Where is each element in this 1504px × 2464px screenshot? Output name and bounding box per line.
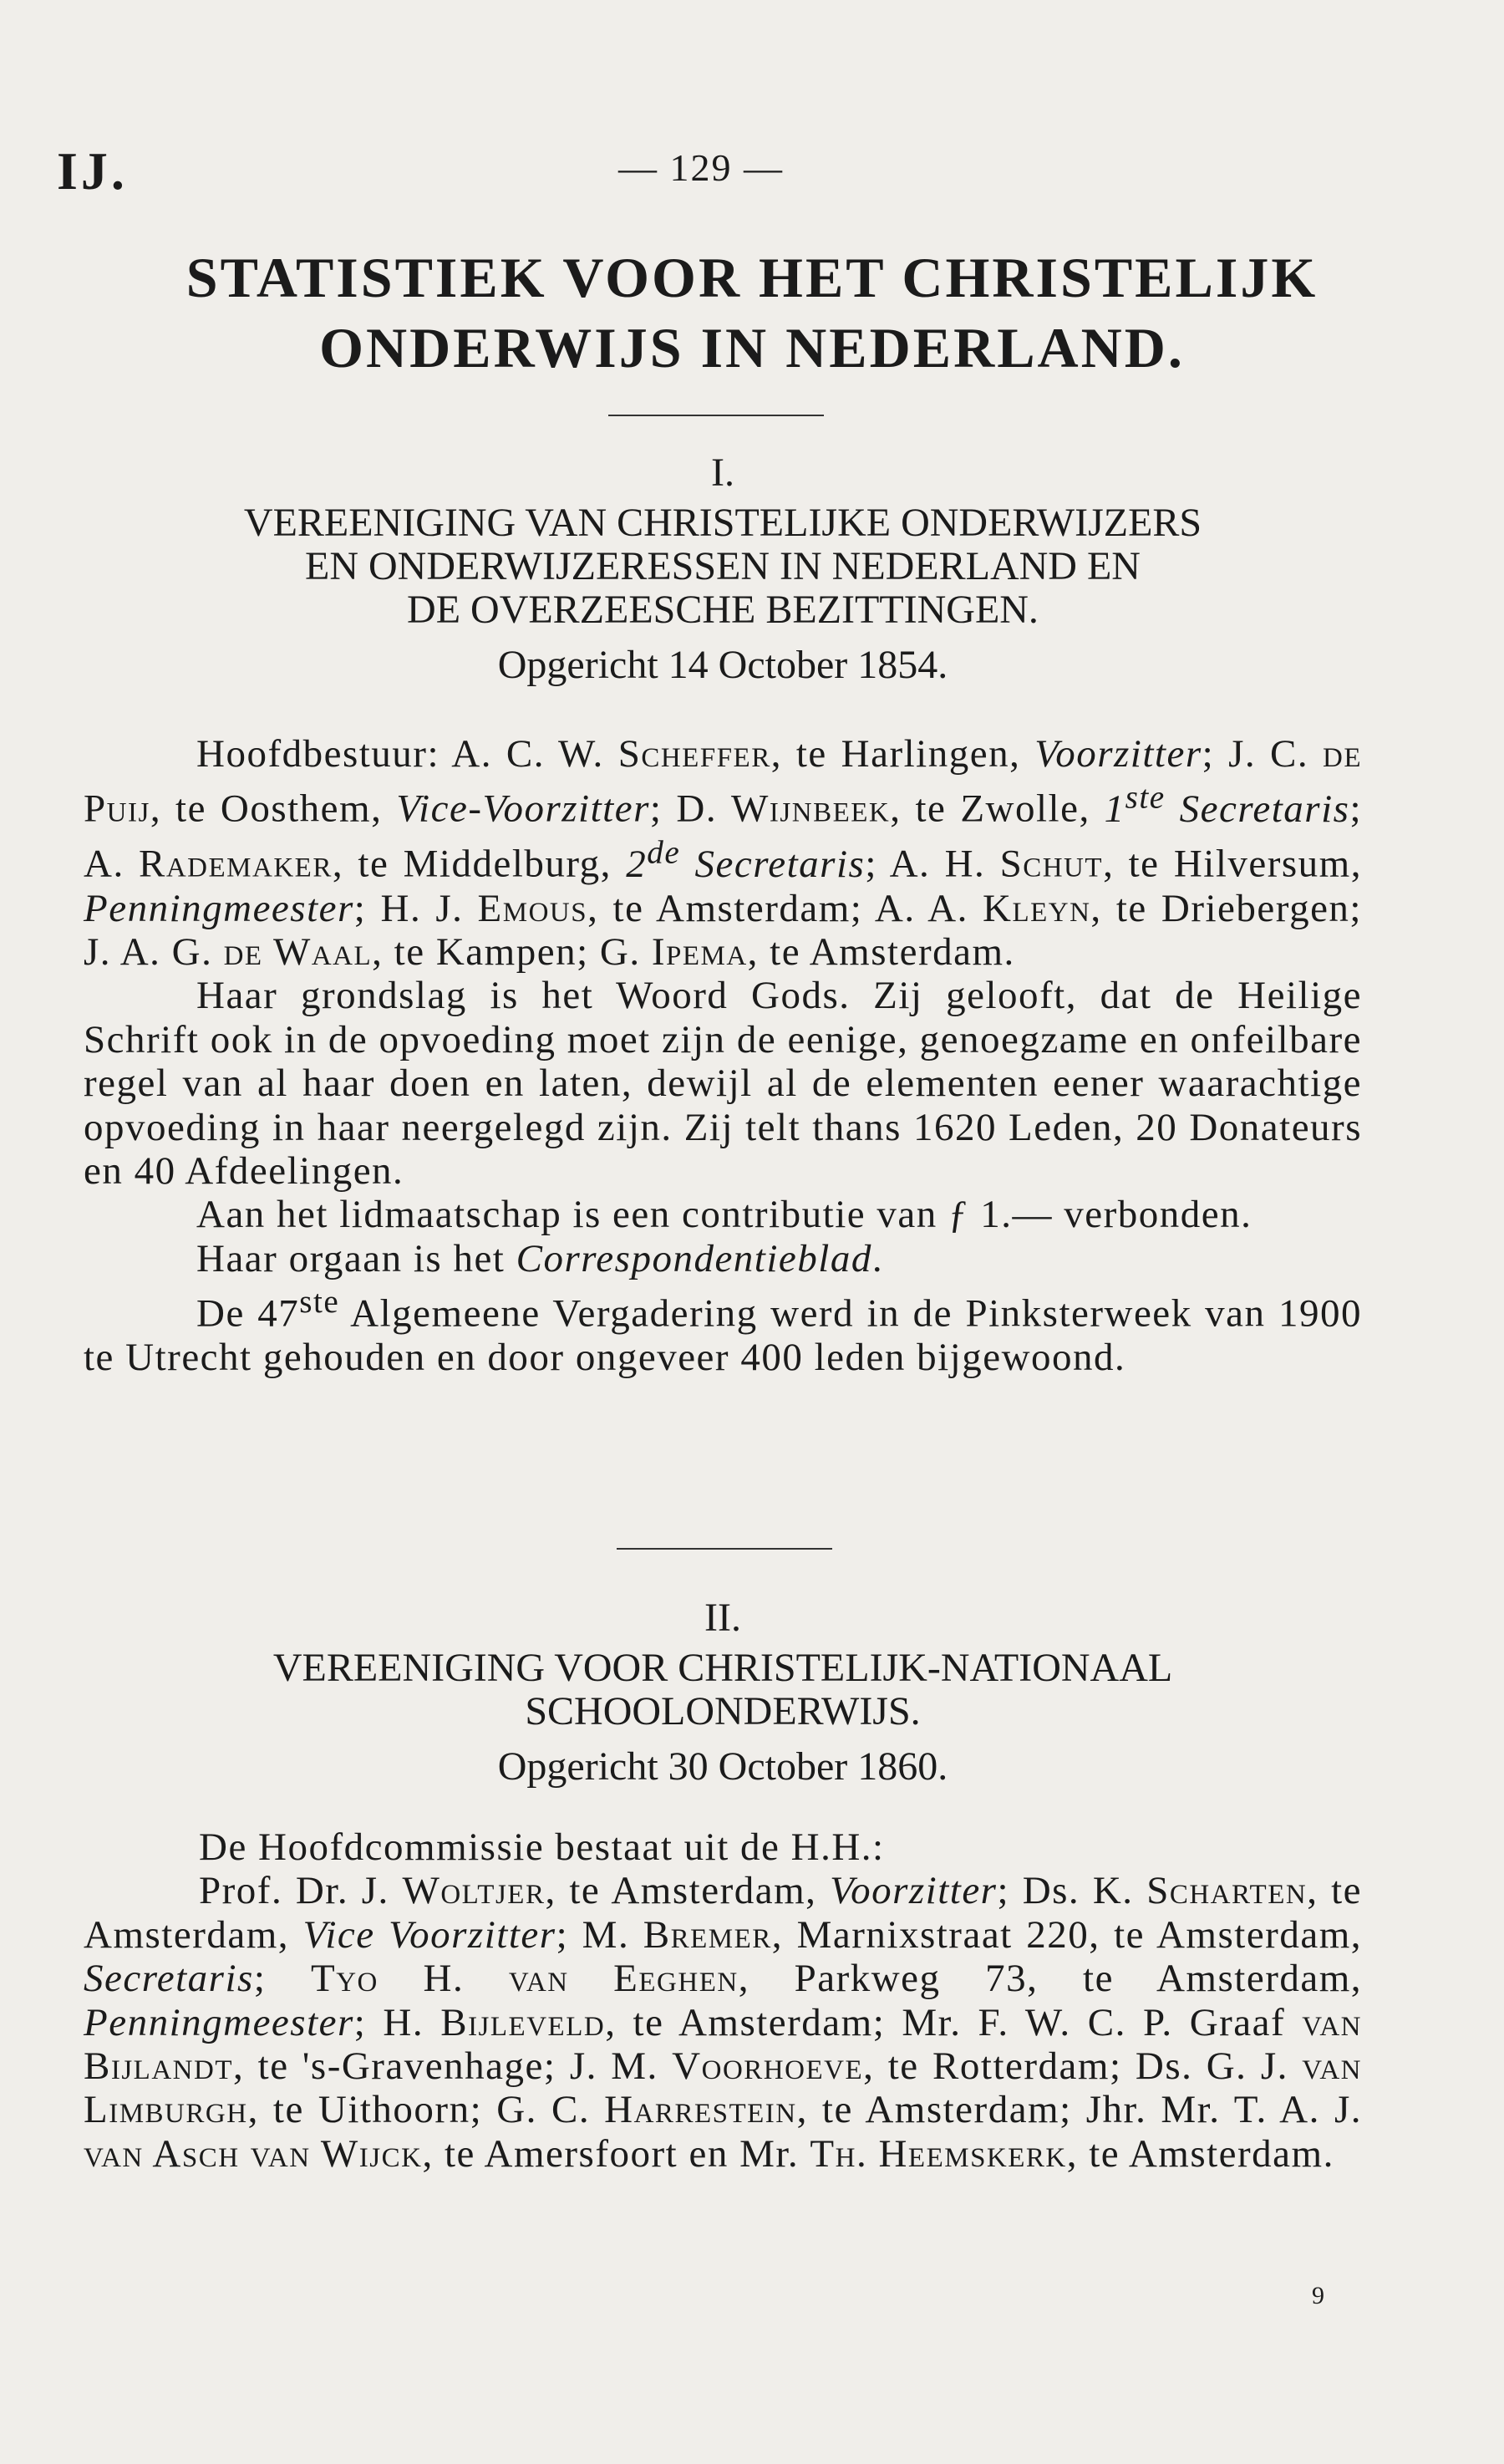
person-name: Tyo H. van Eeghen: [311, 1957, 739, 2001]
section-1-board: Hoofdbestuur: A. C. W. Scheffer, te Harlingen, Voorzitter; J. C. de Puij, te Oosthem, Vice-Voorzitter; D. Wijnbeek, te Zwolle, 1ste Secretaris; A. Rademaker, te Middelburg, 2de Secretaris; A. H. Schut, te Hilversum, Penningmeester; H. J. Emous, te Amsterdam; A. A. Kleyn, te Driebergen; J. A. G. de Waal, te Kampen; G. Ipema, te Amsterdam.: [84, 732, 1362, 974]
section-2-founded: Opgericht 30 October 1860.: [497, 1744, 948, 1789]
person-name: Scharten: [1146, 1869, 1308, 1913]
person-name: van Limburgh: [84, 2044, 1362, 2132]
role: Penningmeester: [84, 2000, 354, 2044]
page-number: — 129 —: [618, 146, 784, 189]
person-name: de Puij: [84, 732, 1362, 832]
person-name: van Bijlandt: [84, 2000, 1362, 2089]
person-name: Th. Heemskerk: [810, 2131, 1067, 2176]
person-name: de Waal: [223, 929, 373, 974]
divider-top: [608, 415, 824, 416]
page-header: [0, 140, 1504, 199]
role: Vice Voorzitter: [302, 1912, 556, 1957]
role: 1ste Secretaris: [1104, 779, 1350, 832]
section-2-name-line-1: VEREENIGING VOOR CHRISTELIJK-NATIONAAL: [272, 1646, 1173, 1690]
section-1-founded: Opgericht 14 October 1854.: [497, 643, 948, 687]
role: 2de Secretaris: [626, 834, 866, 887]
title-line-2: ONDERWIJS IN NEDERLAND.: [319, 316, 1185, 379]
title-line-1: STATISTIEK VOOR HET CHRISTELIJK: [185, 246, 1319, 309]
role: Penningmeester: [84, 886, 354, 930]
role: Voorzitter: [1034, 732, 1202, 776]
person-name: van Asch van Wijck: [84, 2131, 423, 2176]
section-2-name-line-2: SCHOOLONDERWIJS.: [525, 1689, 921, 1733]
section-1-heading: [84, 451, 1362, 687]
person-name: Bremer: [643, 1912, 772, 1957]
section-2-body: [84, 1825, 1362, 2176]
section-2-numeral: II.: [704, 1596, 741, 1640]
section-1-contribution: Aan het lidmaatschap is een contributie van ƒ 1.— verbonden.: [196, 1193, 1252, 1237]
person-name: Woltjer: [402, 1869, 546, 1913]
signature-mark: 9: [1312, 2282, 1324, 2309]
role: Vice-Voorzitter: [396, 787, 650, 832]
section-1-meeting: De 47ste Algemeene Vergadering werd in de Pinksterweek van 1900 te Utrecht gehouden en door ongeveer 400 leden bijgewoond.: [84, 1284, 1362, 1380]
section-1-name-line-2: EN ONDERWIJZERESSEN IN NEDERLAND EN: [305, 544, 1141, 588]
person-name: Ipema: [651, 929, 748, 974]
organ-title: Correspondentieblad: [516, 1236, 872, 1280]
section-1-name-line-3: DE OVERZEESCHE BEZITTINGEN.: [407, 588, 1039, 632]
person-name: Emous: [477, 886, 588, 930]
person-name: Schut: [999, 843, 1104, 887]
person-name: Wijnbeek: [731, 787, 891, 832]
person-name: Bijleveld: [440, 2000, 606, 2044]
section-1-organ: Haar orgaan is het Correspondentieblad.: [196, 1236, 884, 1280]
role: Voorzitter: [830, 1869, 998, 1913]
running-head: IJ.: [57, 141, 128, 201]
section-2-members: Prof. Dr. J. Woltjer, te Amsterdam, Voorzitter; Ds. K. Scharten, te Amsterdam, Vice Voorzitter; M. Bremer, Marnixstraat 220, te Amsterdam, Secretaris; Tyo H. van Eeghen, Parkweg 73, te Amsterdam, Penningmeester; H. Bijleveld, te Amsterdam; Mr. F. W. C. P. Graaf van Bijlandt, te 's-Gravenhage; J. M. Voorhoeve, te Rotterdam; Ds. G. J. van Limburgh, te Uithoorn; G. C. Harrestein, te Amsterdam; Jhr. Mr. T. A. J. van Asch van Wijck, te Amersfoort en Mr. Th. Heemskerk, te Amsterdam.: [84, 1869, 1363, 2176]
section-2-heading: [84, 1596, 1362, 1789]
person-name: Scheffer: [617, 732, 771, 776]
role: Secretaris: [84, 1957, 254, 2001]
section-2-intro: De Hoofdcommissie bestaat uit de H.H.:: [199, 1825, 885, 1869]
section-1-body: [84, 732, 1362, 1380]
person-name: Harrestein: [604, 2088, 797, 2132]
section-1-name-line-1: VEREENIGING VAN CHRISTELIJKE ONDERWIJZERS: [243, 501, 1202, 545]
divider-middle: [617, 1548, 832, 1550]
section-1-basis: Haar grondslag is het Woord Gods. Zij gelooft, dat de Heilige Schrift ook in de opvoeding moet zijn de eenige, genoegzame en onfeilbare regel van al haar doen en laten, dewijl al de elementen eener waarachtige opvoeding in haar neergelegd zijn. Zij telt thans 1620 Leden, 20 Donateurs en 40 Afdeelingen.: [84, 974, 1362, 1193]
page-title: [0, 242, 1504, 383]
person-name: Rademaker: [139, 843, 333, 887]
person-name: Kleyn: [983, 886, 1091, 930]
section-1-numeral: I.: [711, 451, 734, 495]
person-name: Voorhoeve: [672, 2044, 864, 2089]
